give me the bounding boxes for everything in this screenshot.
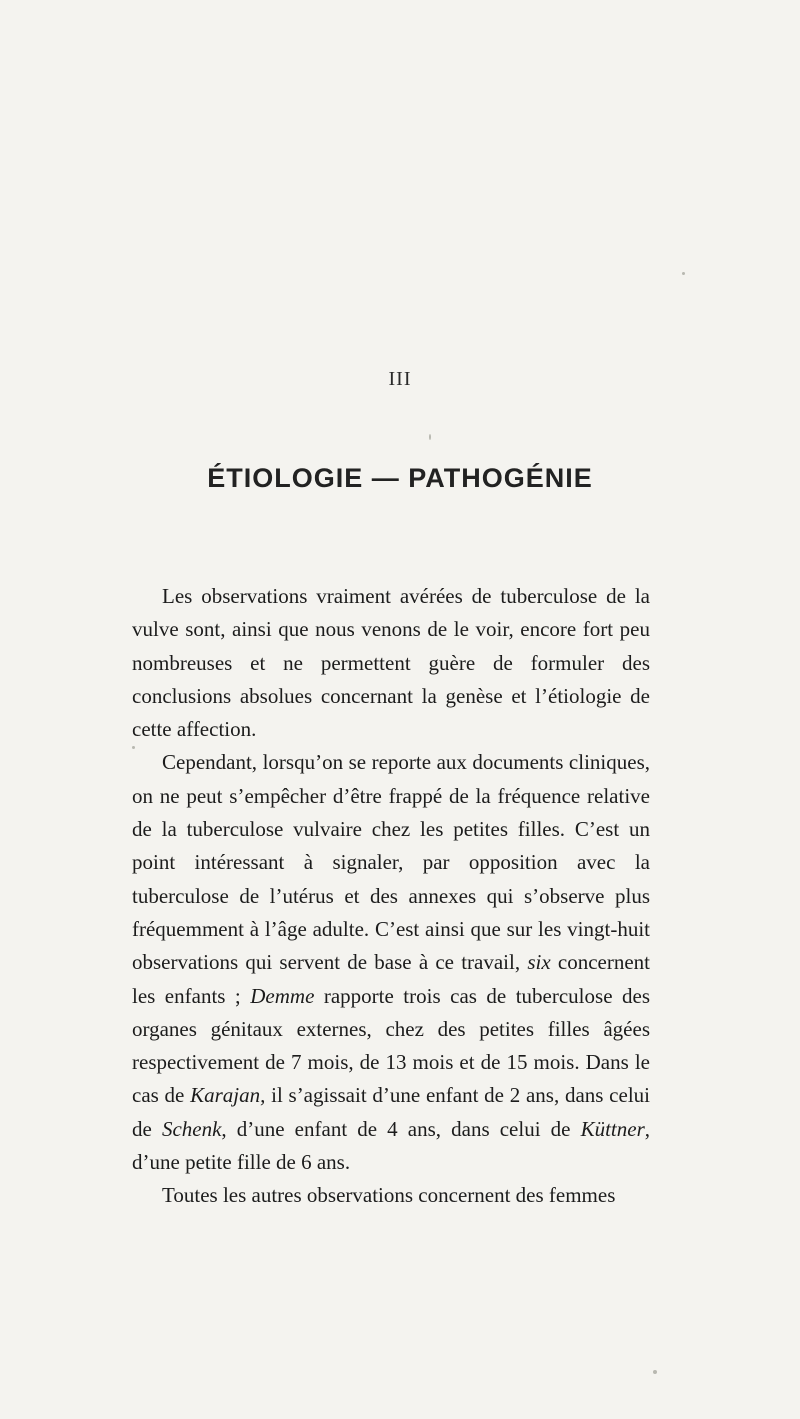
body-text <box>132 580 650 1213</box>
paragraph <box>132 580 650 746</box>
italic-number: six <box>527 950 551 975</box>
paragraph <box>132 746 650 1179</box>
author-name: Karajan, <box>190 1083 266 1108</box>
paper-speck <box>682 272 685 275</box>
author-name: Schenk <box>161 1116 222 1141</box>
text-segment: il s’agissait d’une enfant de 2 ans, dans celui de <box>132 1083 650 1141</box>
author-name: Küttner <box>580 1116 645 1141</box>
text-segment: , d’une petite fille de 6 ans. <box>132 1116 650 1175</box>
text-segment: Les observations vraiment avérées de tuberculose de la vulve sont, ainsi que nous venons de le voir, encore fort peu nombreuses et ne permettent guère de formuler des conclusions absolues concernant la genèse et l’étiologie de cette affection. <box>132 584 650 742</box>
text-segment: concernent les enfants ; <box>132 950 650 1008</box>
paper-speck <box>653 1370 657 1374</box>
text-segment: , d’une enfant de 4 ans, dans celui de <box>221 1116 581 1141</box>
chapter-title: ÉTIOLOGIE — PATHOGÉNIE <box>207 463 593 493</box>
paragraph <box>132 1179 650 1212</box>
author-name: Demme <box>250 983 315 1008</box>
chapter-number: III <box>388 368 412 390</box>
text-segment: Cependant, lorsqu’on se reporte aux documents cliniques, on ne peut s’empêcher d’être frappé de la fréquence relative de la tuberculose vulvaire chez les petites filles. C’est un point intéressant à signaler, par opposition avec la tuberculose de l’utérus et des annexes qui s’observe plus fréquemment à l’âge adulte. C’est ainsi que sur les vingt-huit observations qui servent de base à ce travail, <box>132 750 650 975</box>
text-segment: rapporte trois cas de tuberculose des organes génitaux externes, chez des petites filles âgées respectivement de 7 mois, de 13 mois et de 15 mois. Dans le cas de <box>132 983 650 1108</box>
text-segment: Toutes les autres observations concernent des femmes <box>162 1183 616 1208</box>
paper-speck <box>429 434 431 440</box>
paper-speck <box>132 746 135 749</box>
